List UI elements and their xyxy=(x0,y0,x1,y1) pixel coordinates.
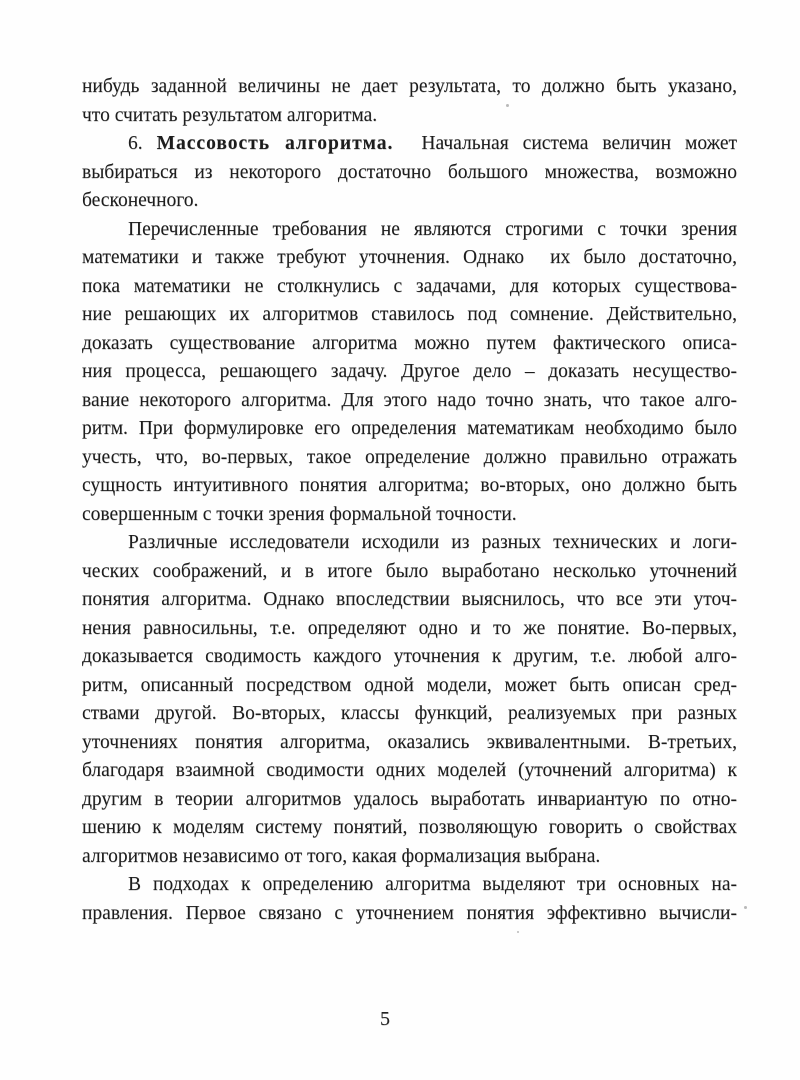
text-line xyxy=(82,244,737,273)
text-line xyxy=(82,729,737,758)
text-line xyxy=(82,472,737,501)
text-segment: ческих соображений, и в итоге было выработано несколько уточнений xyxy=(82,560,737,582)
page-text-block xyxy=(82,73,737,928)
text-line xyxy=(82,672,737,701)
text-segment: доказывается сводимость каждого уточнения к другим, т.е. любой алго- xyxy=(82,646,737,667)
text-segment: нибудь заданной величины не дает результата, то должно быть указано, xyxy=(82,76,737,97)
text-segment: математики и также требуют уточнения. Однако их было достаточно, xyxy=(82,247,737,268)
text-segment: благодаря взаимной сводимости одних моделей (уточнений алгоритма) к xyxy=(82,760,737,781)
text-line xyxy=(82,301,737,330)
text-segment: пока математики не столкнулись с задачами, для которых существова- xyxy=(82,275,737,297)
text-line xyxy=(82,700,737,729)
text-line xyxy=(82,159,737,188)
text-line xyxy=(82,273,737,302)
text-segment: ствами другой. Во-вторых, классы функций, реализуемых при разных xyxy=(82,703,737,724)
text-line xyxy=(82,387,737,416)
text-segment: нения равносильны, т.е. определяют одно и то же понятие. Во-первых, xyxy=(82,617,737,639)
text-segment: ритм, описанный посредством одной модели, может быть описан сред- xyxy=(82,674,737,696)
text-segment: сущность интуитивного понятия алгоритма; во-вторых, оно должно быть xyxy=(82,475,737,496)
text-segment: что считать результатом алгоритма. xyxy=(82,104,378,126)
text-segment: другим в теории алгоритмов удалось выработать инвариантую по отно- xyxy=(82,788,737,810)
text-segment: В подходах к определению алгоритма выделяют три основных на- xyxy=(128,874,737,895)
text-segment: понятия алгоритма. Однако впоследствии выяснилось, что все эти уточ- xyxy=(82,589,737,610)
text-segment: Перечисленные требования не являются строгими с точки зрения xyxy=(128,218,737,240)
text-line xyxy=(82,444,737,473)
text-segment: доказать существование алгоритма можно путем фактического описа- xyxy=(82,332,737,354)
text-segment: уточнениях понятия алгоритма, оказались эквивалентными. В-третьих, xyxy=(82,731,737,753)
text-segment: Начальная система величин может xyxy=(393,133,737,154)
scan-speck xyxy=(517,931,519,933)
text-line xyxy=(82,900,737,929)
text-line xyxy=(82,843,737,872)
text-segment: ния процесса, решающего задачу. Другое дело – доказать несущество- xyxy=(82,361,737,382)
text-line xyxy=(82,786,737,815)
text-segment: бесконечного. xyxy=(82,190,199,211)
text-segment: ритм. При формулировке его определения математикам необходимо было xyxy=(82,418,737,439)
text-segment: правления. Первое связано с уточнением понятия эффективно вычисли- xyxy=(82,902,737,924)
text-line xyxy=(82,529,737,558)
text-line xyxy=(82,814,737,843)
bold-term: Массовость алгоритма. xyxy=(156,133,394,154)
text-line xyxy=(82,415,737,444)
text-segment: вание некоторого алгоритма. Для этого надо точно знать, что такое алго- xyxy=(82,389,737,411)
text-line xyxy=(82,643,737,672)
text-line xyxy=(82,615,737,644)
text-line xyxy=(82,558,737,587)
text-line xyxy=(82,871,737,900)
text-segment: Различные исследователи исходили из разных технических и логи- xyxy=(128,532,737,553)
text-segment: выбираться из некоторого достаточно большого множества, возможно xyxy=(82,161,737,183)
text-line xyxy=(82,216,737,245)
text-line xyxy=(82,757,737,786)
text-line xyxy=(82,330,737,359)
text-segment: 6. xyxy=(128,133,157,154)
text-line xyxy=(82,73,737,102)
text-segment: алгоритмов независимо от того, какая формализация выбрана. xyxy=(82,845,601,867)
text-segment: ние решающих их алгоритмов ставилось под сомнение. Действительно, xyxy=(82,304,737,325)
text-line xyxy=(82,130,737,159)
text-segment: учесть, что, во-первых, такое определение должно правильно отражать xyxy=(82,446,737,468)
text-line xyxy=(82,358,737,387)
text-line xyxy=(82,187,737,216)
text-line xyxy=(82,501,737,530)
text-segment: совершенным с точки зрения формальной точности. xyxy=(82,503,517,525)
scan-speck xyxy=(744,906,747,909)
text-line xyxy=(82,586,737,615)
scan-speck xyxy=(506,104,509,107)
page-number: 5 xyxy=(380,1008,390,1030)
text-line xyxy=(82,102,737,131)
text-segment: шению к моделям систему понятий, позволяющую говорить о свойствах xyxy=(82,817,737,838)
